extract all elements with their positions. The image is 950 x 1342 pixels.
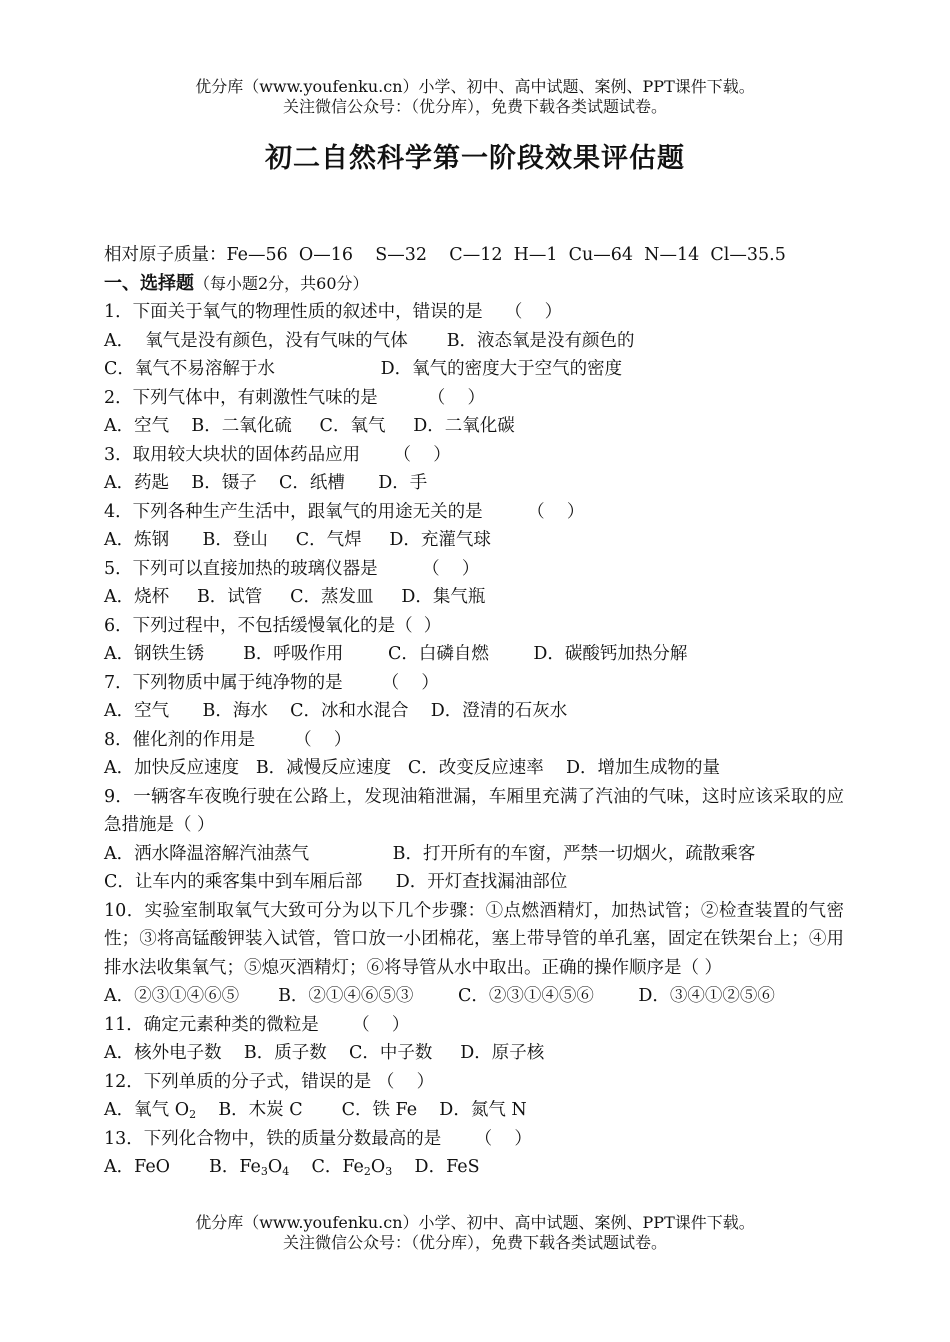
header-line-1: 优分库（www.youfenku.cn）小学、初中、高中试题、案例、PPT课件下载。 <box>195 77 755 96</box>
question-stem: 6．下列过程中，不包括缓慢氧化的是（ ） <box>104 615 442 636</box>
footer-line-2: 关注微信公众号：（优分库），免费下载各类试题试卷。 <box>282 1233 667 1252</box>
question-stem: 5．下列可以直接加热的玻璃仪器是 （ ） <box>104 558 480 579</box>
question-options: A．加快反应速度 B．减慢反应速度 C．改变反应速率 D．增加生成物的量 <box>104 758 721 778</box>
question-options: A．空气 B．二氧化硫 C．氧气 D．二氧化碳 <box>104 416 515 436</box>
question-stem: 11．确定元素种类的微粒是 （ ） <box>104 1014 410 1035</box>
question-stem: 4．下列各种生产生活中，跟氧气的用途无关的是 （ ） <box>104 501 585 522</box>
question-stem: 2．下列气体中，有刺激性气味的是 （ ） <box>104 387 485 408</box>
section-heading <box>104 270 844 299</box>
question-stem: 9．一辆客车夜晚行驶在公路上，发现油箱泄漏，车厢里充满了汽油的气味，这时应该采取的应急措施是（ ） <box>104 786 844 835</box>
question-stem: 7．下列物质中属于纯净物的是 （ ） <box>104 672 439 693</box>
question-stem: 12．下列单质的分子式，错误的是 （ ） <box>104 1071 435 1092</box>
question-options: C．氧气不易溶解于水 D．氧气的密度大于空气的密度 <box>104 359 623 379</box>
question-options: A．空气 B．海水 C．冰和水混合 D．澄清的石灰水 <box>104 701 568 721</box>
exam-body <box>104 241 844 1182</box>
question-options: A．药匙 B．镊子 C．纸槽 D．手 <box>104 473 428 493</box>
question-options: A．核外电子数 B．质子数 C．中子数 D．原子核 <box>104 1043 545 1063</box>
question-options: A．洒水降温溶解汽油蒸气 B．打开所有的车窗，严禁一切烟火，疏散乘客 <box>104 843 756 864</box>
header-line-2: 关注微信公众号：（优分库），免费下载各类试题试卷。 <box>282 97 667 116</box>
question-options: A．FeO B．$Fe_3O_4$ C．$Fe_2O_3$ D．FeS <box>104 1157 480 1178</box>
question-options: A．氧气 $O_2$ B．木炭 C C．铁 Fe D．氮气 N <box>104 1100 527 1121</box>
question-options: C．让车内的乘客集中到车厢后部 D．开灯查找漏油部位 <box>104 872 568 892</box>
question-options: A．烧杯 B．试管 C．蒸发皿 D．集气瓶 <box>104 587 486 607</box>
question-options: A．钢铁生锈 B．呼吸作用 C．白磷自燃 D．碳酸钙加热分解 <box>104 644 688 664</box>
question-stem: 13．下列化合物中，铁的质量分数最高的是 （ ） <box>104 1128 532 1149</box>
section-note: （每小题2分，共60分） <box>194 273 369 293</box>
question-options: A．炼钢 B．登山 C．气焊 D．充灌气球 <box>104 530 491 550</box>
page-title: 初二自然科学第一阶段效果评估题 <box>265 143 685 174</box>
question-stem: 10．实验室制取氧气大致可分为以下几个步骤：①点燃酒精灯，加热试管；②检查装置的气密性；③将高锰酸钾装入试管，管口放一小团棉花，塞上带导管的单孔塞，固定在铁架台上；④用排水法收集氧气；⑤熄灭酒精灯；⑥将导管从水中取出。正确的操作顺序是（ ） <box>104 900 844 978</box>
question-stem: 3．取用较大块状的固体药品应用 （ ） <box>104 444 451 465</box>
footer-line-1: 优分库（www.youfenku.cn）小学、初中、高中试题、案例、PPT课件下载。 <box>195 1213 755 1232</box>
section-title: 一、选择题 <box>104 272 194 294</box>
question-stem: 1．下面关于氧气的物理性质的叙述中，错误的是 （ ） <box>104 302 563 322</box>
question-stem: 8．催化剂的作用是 （ ） <box>104 729 352 750</box>
question-options: A．②③①④⑥⑤ B．②①④⑥⑤③ C．②③①④⑤⑥ D．③④①②⑤⑥ <box>104 986 775 1006</box>
question-options: A． 氧气是没有颜色，没有气味的气体 B．液态氧是没有颜色的 <box>104 330 635 351</box>
atomic-mass-line: 相对原子质量：Fe—56 O—16 S—32 C—12 H—1 Cu—64 N—14 Cl—35.5 <box>104 245 786 265</box>
